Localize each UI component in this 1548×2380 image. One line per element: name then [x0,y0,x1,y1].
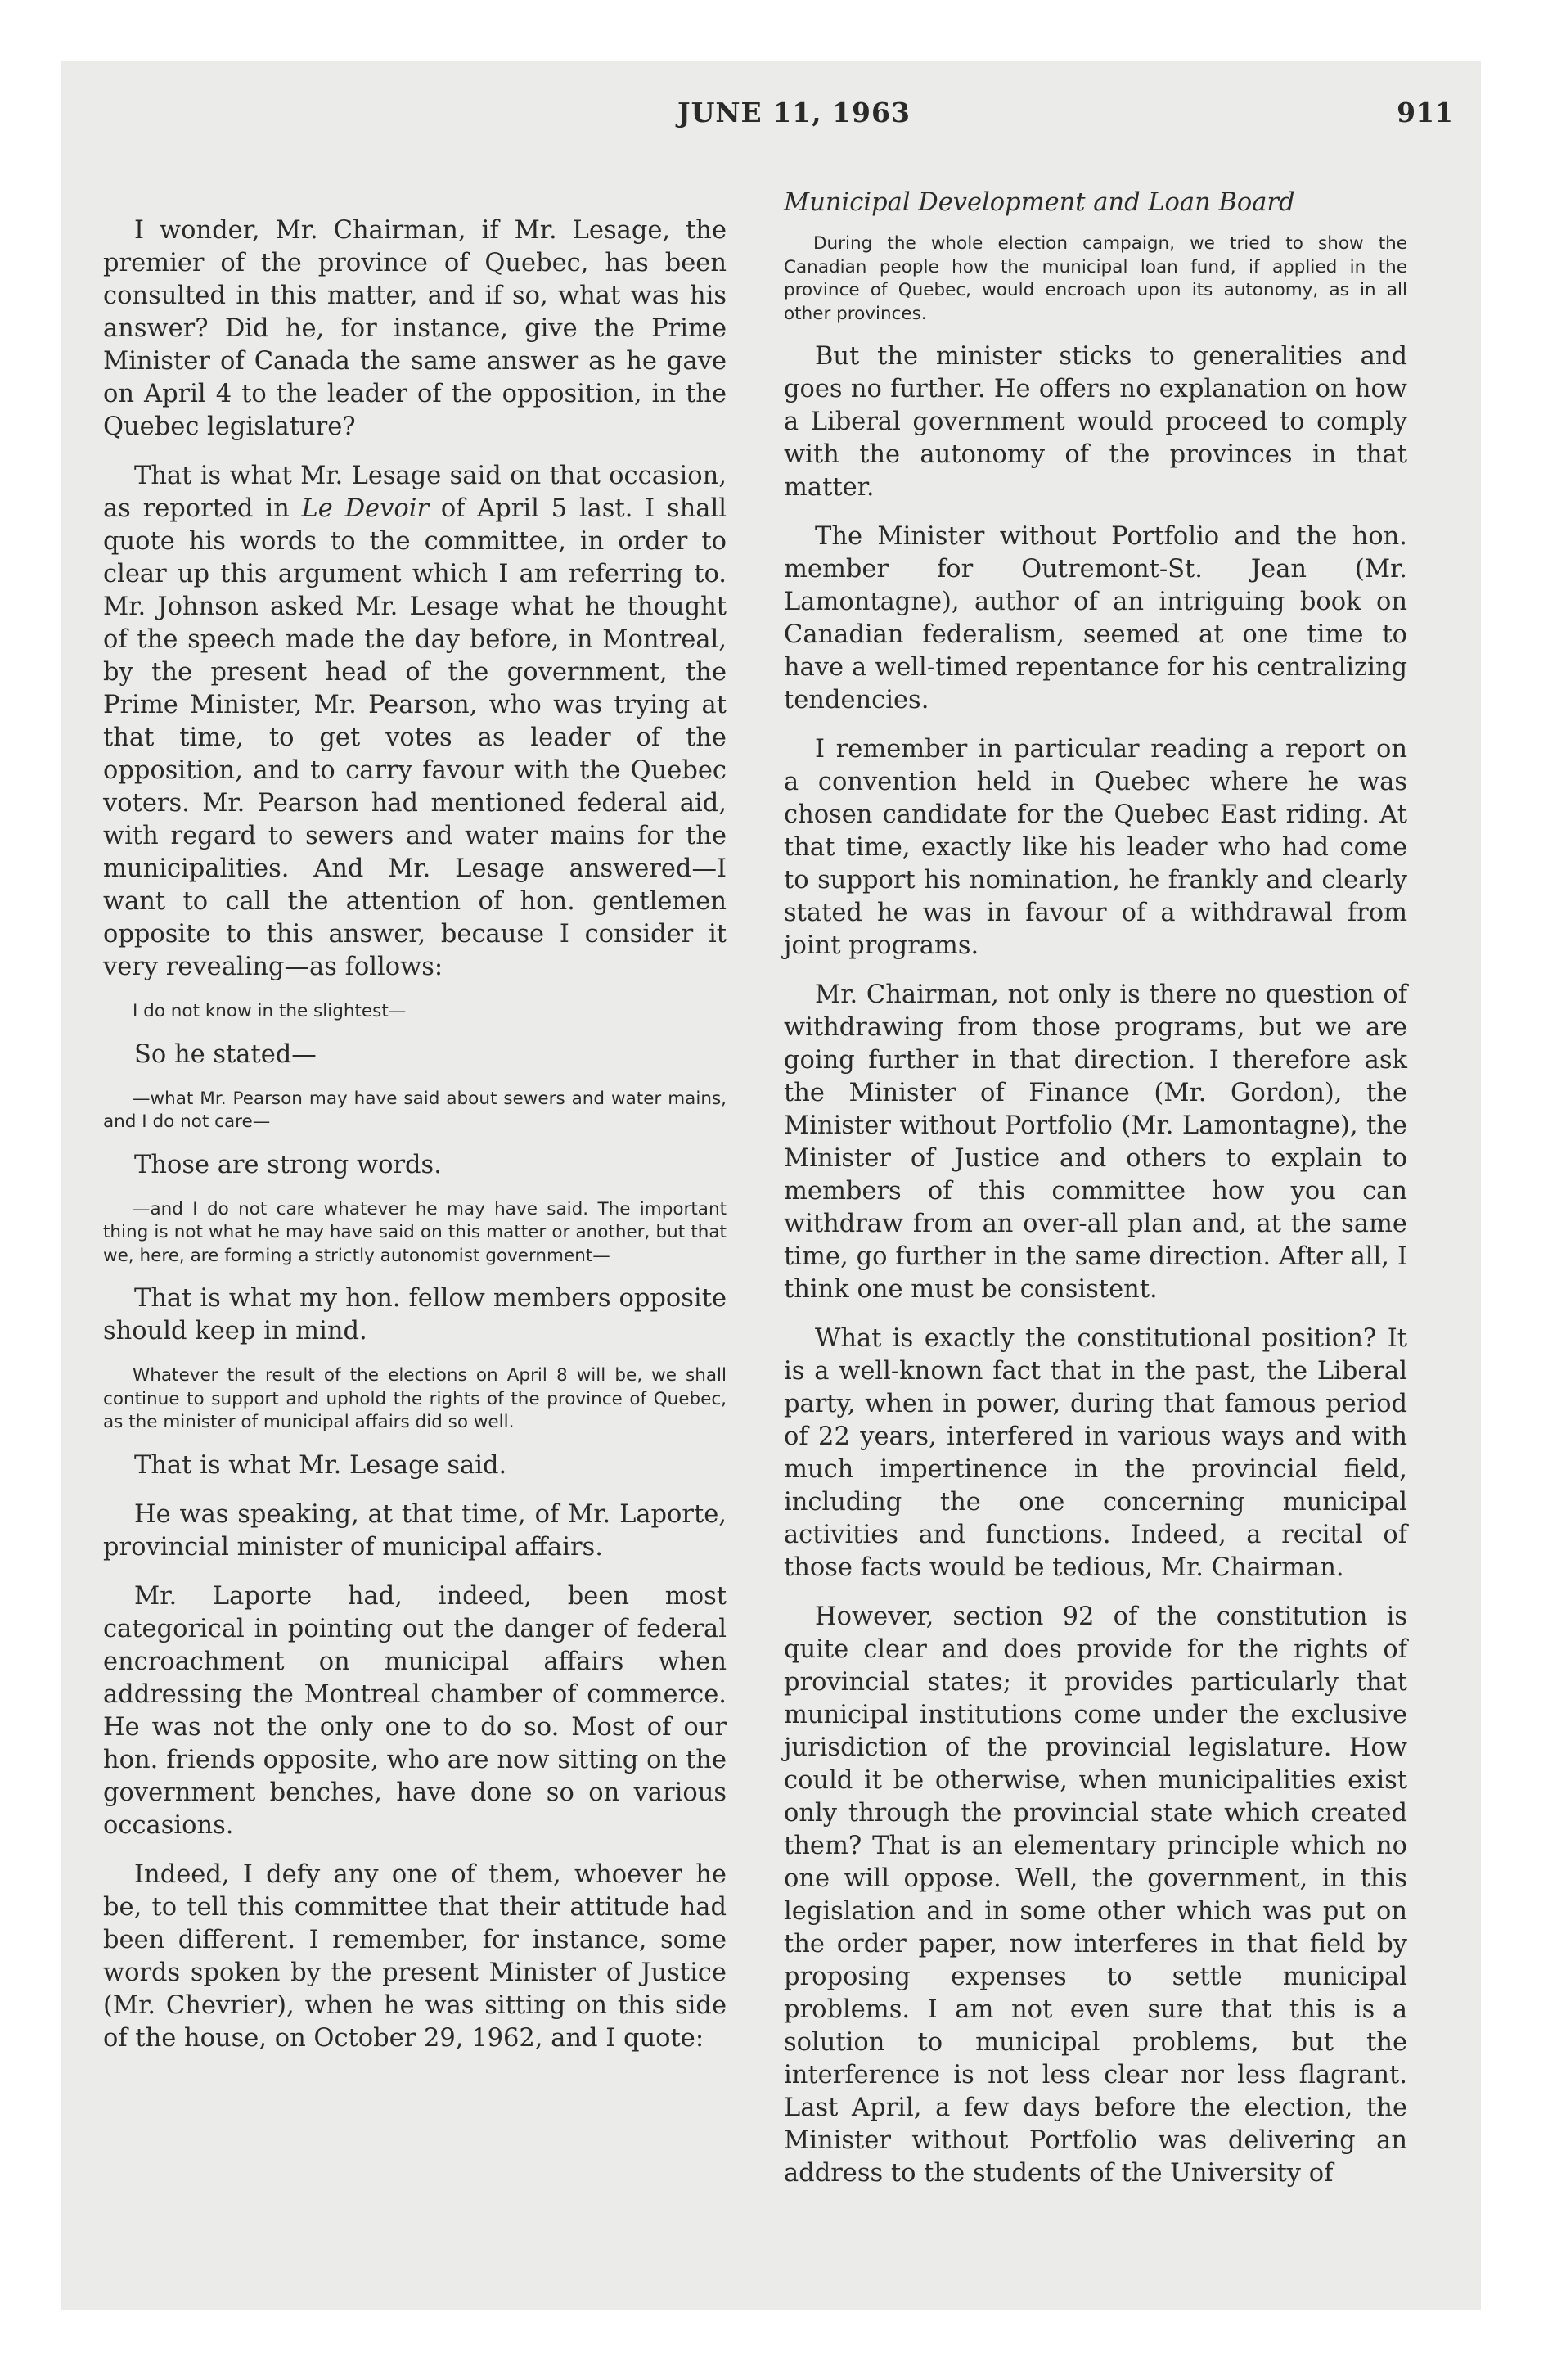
paragraph: Mr. Chairman, not only is there no question of withdrawing from those programs, but we are going further in that direction. I therefore ask the Minister of Finance (Mr. Gordon), the Minister without Portfolio (Mr. Lamontagne), the Minister of Justice and others to explain to members of this committee how you can withdraw from an over-all plan and, at the same time, go further in the same direction. After all, I think one must be consistent. [784,980,1407,1304]
paragraph: Mr. Laporte had, indeed, been most categorical in pointing out the danger of federal encroachment on municipal affairs when addressing the Montreal chamber of commerce. He was not the only one to do so. Most of our hon. friends opposite, who are now sitting on the government benches, have done so on various occasions. [103,1581,727,1840]
block-quote: Whatever the result of the elections on April 8 will be, we shall continue to support and uphold the rights of the province of Quebec, as the minister of municipal affairs did so well. [103,1365,727,1432]
paragraph: That is what Mr. Lesage said. [134,1450,507,1480]
block-quote: During the whole election campaign, we tried to show the Canadian people how the municipal loan fund, if applied in the province of Quebec, would encroach upon its autonomy, as in all other provinces. [784,233,1407,324]
left-column [103,214,727,2071]
paragraph: That is what Mr. Lesage said on that occasion, as reported in Le Devoir of April 5 last. I shall quote his words to the committee, in order to clear up this argument which I am referring to. Mr. Johnson asked Mr. Lesage what he thought of the speech made the day before, in Montreal, by the present head of the government, the Prime Minister, Mr. Pearson, who was trying at that time, to get votes as leader of the opposition, and to carry favour with the Quebec voters. Mr. Pearson had mentioned federal aid, with regard to sewers and water mains for the municipalities. And Mr. Lesage answered—I want to call the attention of hon. gentlemen opposite to this answer, because I consider it very revealing—as follows: [103,462,727,981]
paragraph: What is exactly the constitutional position? It is a well-known fact that in the past, the Liberal party, when in power, during that famous period of 22 years, interfered in various ways and with much impertinence in the provincial field, including the one concerning municipal activities and functions. Indeed, a recital of those facts would be tedious, Mr. Chairman. [784,1324,1407,1582]
paragraph: Indeed, I defy any one of them, whoever he be, to tell this committee that their attitude had been different. I remember, for instance, some words spoken by the present Minister of Justice (Mr. Chevrier), when he was sitting on this side of the house, on October 29, 1962, and I quote: [103,1859,727,2053]
page-number: 911 [1397,97,1453,128]
page-header [0,97,1548,146]
section-subheading: Municipal Development and Loan Board [784,188,1295,217]
paragraph: I wonder, Mr. Chairman, if Mr. Lesage, the premier of the province of Quebec, has been consulted in this matter, and if so, what was his answer? Did he, for instance, give the Prime Minister of Canada the same answer as he gave on April 4 to the leader of the opposition, in the Quebec legislature? [103,216,727,441]
publication-title: Le Devoir [301,494,430,523]
paragraph: However, section 92 of the constitution is quite clear and does provide for the rights of provincial states; it provides particularly that municipal institutions come under the exclusive jurisdiction of the provincial legislature. How could it be otherwise, when municipalities exist only through the provincial state which created them? That is an elementary principle which no one will oppose. Well, the government, in this legislation and in some other which was put on the order paper, now interferes in that field by proposing expenses to settle municipal problems. I am not even sure that this is a solution to municipal problems, but the interference is not less clear nor less flagrant. Last April, a few days before the election, the Minister without Portfolio was delivering an address to the students of the University of [784,1602,1407,2188]
paragraph: That is what my hon. fellow members opposite should keep in mind. [103,1284,727,1346]
paragraph: I remember in particular reading a report on a convention held in Quebec where he was chosen candidate for the Quebec East riding. At that time, exactly like his leader who had come to support his nomination, he frankly and clearly stated he was in favour of a withdrawal from joint programs. [784,735,1407,960]
right-column [784,187,1407,2206]
paragraph: The Minister without Portfolio and the hon. member for Outremont-St. Jean (Mr. Lamontagne), author of an intriguing book on Canadian federalism, seemed at one time to have a well-timed repentance for his centralizing tendencies. [784,522,1407,714]
paragraph: So he stated— [134,1039,317,1069]
paragraph: Those are strong words. [134,1150,442,1179]
paragraph: He was speaking, at that time, of Mr. Laporte, provincial minister of municipal affairs. [103,1499,727,1562]
paragraph: But the minister sticks to generalities and goes no further. He offers no explanation on how a Liberal government would proceed to comply with the autonomy of the provinces in that matter. [784,342,1407,502]
block-quote: I do not know in the slightest— [133,1001,407,1021]
block-quote: —and I do not care whatever he may have said. The important thing is not what he may have said on this matter or another, but that we, here, are forming a strictly autonomist government— [103,1198,727,1266]
header-date: JUNE 11, 1963 [677,97,911,128]
block-quote: —what Mr. Pearson may have said about sewers and water mains, and I do not care— [103,1088,727,1132]
